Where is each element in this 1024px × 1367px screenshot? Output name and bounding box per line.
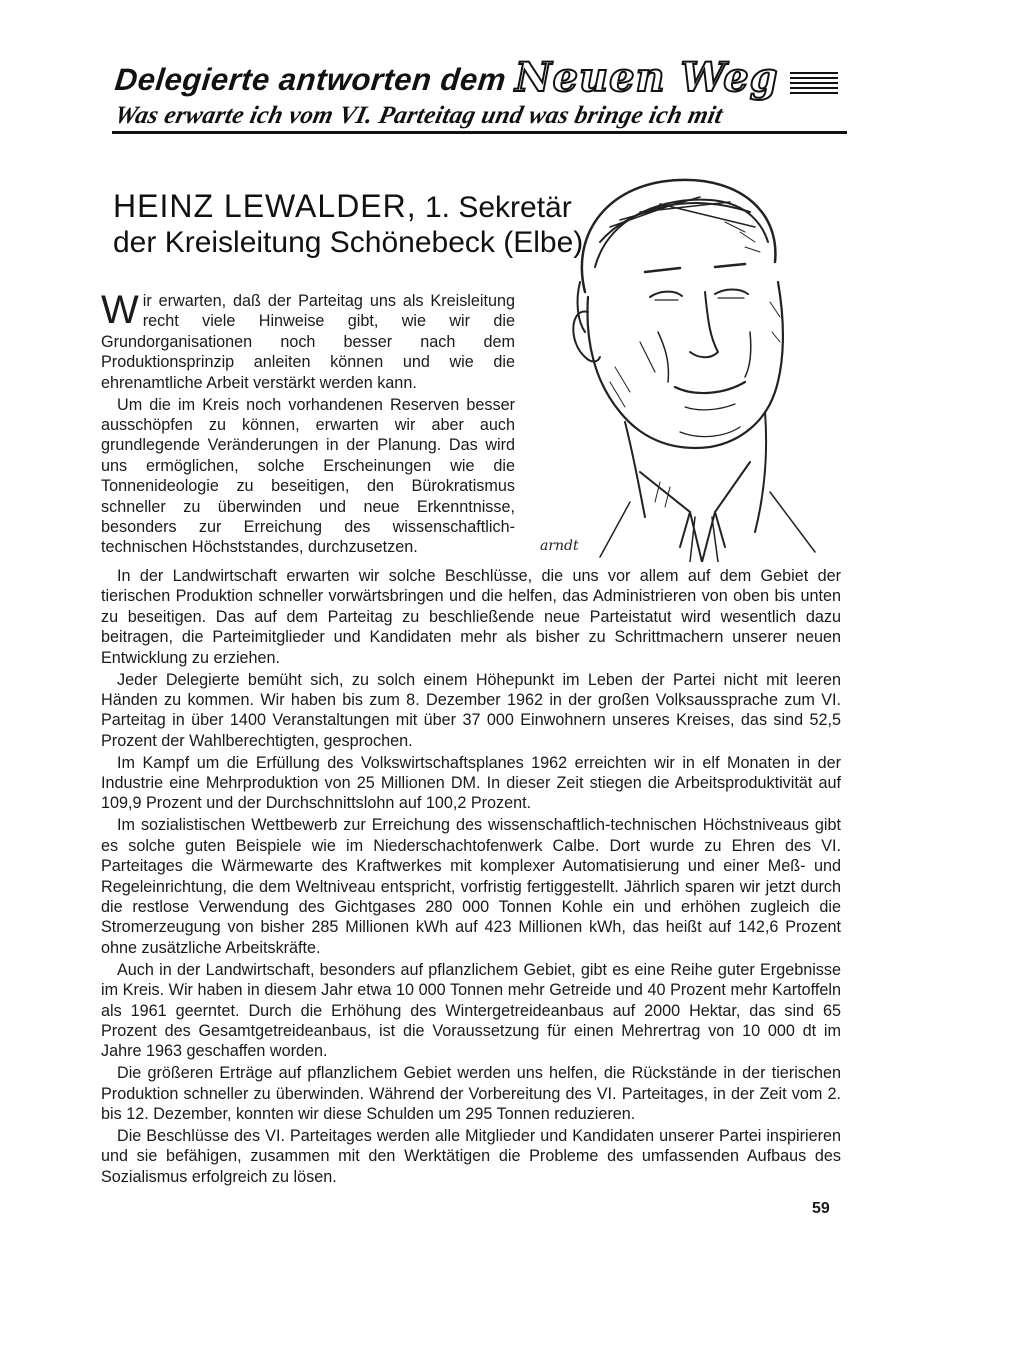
header-subtitle: Was erwarte ich vom VI. Parteitag und was bringe ich mit bbox=[112, 102, 726, 129]
article-paragraph: Im Kampf um die Erfüllung des Volkswirtschaftsplanes 1962 erreichten wir in elf Monaten in der Industrie eine Mehrproduktion von 25 Millionen DM. In dieser Zeit stiegen die Arbeitsproduktivität auf 109,9 Prozent und der Durchschnittslohn auf 100,2 Prozent. bbox=[101, 753, 841, 813]
masthead-lines bbox=[790, 72, 838, 96]
article-paragraph: In der Landwirtschaft erwarten wir solche Beschlüsse, die uns vor allem auf dem Gebiet der tierischen Produktion schneller vorwärtsbringen und die helfen, das Administrieren von oben bis unten zu beseitigen. Das auf dem Parteitag zu beschließende neue Parteistatut wird wesentlich dazu beitragen, die Parteimitglieder und Kandidaten mehr als bisher zu Schrittmachern unserer neuen Entwicklung zu erziehen. bbox=[101, 567, 841, 667]
page-number: 59 bbox=[812, 1200, 830, 1217]
article-paragraph: Auch in der Landwirtschaft, besonders auf pflanzlichem Gebiet, gibt es eine Reihe guter Ergebnisse im Kreis. Wir haben in diesem Jahr etwa 10 000 Tonnen mehr Getreide und 40 Prozent mehr Kartoffeln als 1961 geerntet. Durch die Erhöhung des Wintergetreideanbaus auf 2000 Hektar, das sind 65 Prozent des Gesamtgetreideanbaus, ist die Voraussetzung für einen Mehrertrag von 10 000 dt im Jahre 1963 geschaffen worden. bbox=[101, 960, 841, 1061]
author-organization: der Kreisleitung Schönebeck (Elbe) bbox=[113, 226, 584, 259]
article-column-narrow bbox=[101, 288, 515, 559]
paragraph-text: ir erwarten, daß der Parteitag uns als Kreisleitung recht viele Hinweise gibt, wie wir die Grundorganisationen noch besser nach dem Produktionsprinzip anleiten können und wie die ehrenamtliche Arbeit verstärkt werden kann. bbox=[101, 292, 515, 392]
portrait-signature: arndt bbox=[540, 538, 579, 554]
portrait-sketch bbox=[540, 172, 830, 562]
masthead-logo: Neuen Weg bbox=[515, 54, 779, 101]
article-paragraph bbox=[101, 288, 515, 393]
author-heading bbox=[113, 188, 572, 225]
article-paragraph: Um die im Kreis noch vorhandenen Reserven besser ausschöpfen zu können, erwarten wir aber auch grundlegende Veränderungen in der Planung. Das wird uns ermöglichen, solche Erscheinungen wie die Tonnenideologie zu beseitigen, den Bürokratismus schneller zu überwinden und neue Erkenntnisse, besonders zur Erreichung des wissenschaftlich-technischen Höchststandes, durchzusetzen. bbox=[101, 395, 515, 557]
author-name: HEINZ LEWALDER, bbox=[113, 188, 417, 224]
article-paragraph: Jeder Delegierte bemüht sich, zu solch einem Höhepunkt im Leben der Partei nicht mit leeren Händen zu kommen. Wir haben bis zum 8. Dezember 1962 in der großen Volksaussprache zum VI. Parteitag in über 1400 Veranstaltungen mit über 37 000 Einwohnern unseres Kreises, das sind 52,5 Prozent der Wahlberechtigten, gesprochen. bbox=[101, 670, 841, 750]
article-paragraph: Im sozialistischen Wettbewerb zur Erreichung des wissenschaftlich-technischen Höchstniveaus gibt es solche guten Beispiele wie im Niederschachtofenwerk Calbe. Dort wurde zu Ehren des VI. Parteitages die Wärmewarte des Kraftwerkes mit komplexer Automatisierung und einer Meß- und Regeleinrichtung, die dem Weltniveau entspricht, vorfristig fertiggestellt. Jährlich sparen wir jetzt durch die restlose Verwendung des Gichtgases 280 000 Tonnen Kohle ein und erhöhen zugleich die Stromerzeugung von bisher 285 Millionen kWh auf 423 Millionen kWh, das heißt auf 142,6 Prozent ohne zusätzliche Arbeitskräfte. bbox=[101, 816, 841, 957]
dropcap-letter: W bbox=[101, 288, 139, 332]
header-banner bbox=[113, 54, 855, 102]
article-paragraph: Die größeren Erträge auf pflanzlichem Gebiet werden uns helfen, die Rückstände in der tierischen Produktion schneller zu überwinden. Während der Vorbereitung des VI. Parteitages, in der Zeit vom 2. bis 12. Dezember, konnten wir diese Schulden um 295 Tonnen reduzieren. bbox=[101, 1064, 841, 1124]
header-title: Delegierte antworten dem bbox=[113, 62, 508, 97]
article-column-wide bbox=[101, 566, 841, 1189]
author-role: 1. Sekretär bbox=[424, 191, 572, 224]
article-paragraph: Die Beschlüsse des VI. Parteitages werden alle Mitglieder und Kandidaten unserer Partei inspirieren und sie befähigen, zusammen mit den Werktätigen die Probleme des umfassenden Aufbaus des Sozialismus erfolgreich zu lösen. bbox=[101, 1126, 841, 1186]
header-divider bbox=[112, 131, 847, 134]
